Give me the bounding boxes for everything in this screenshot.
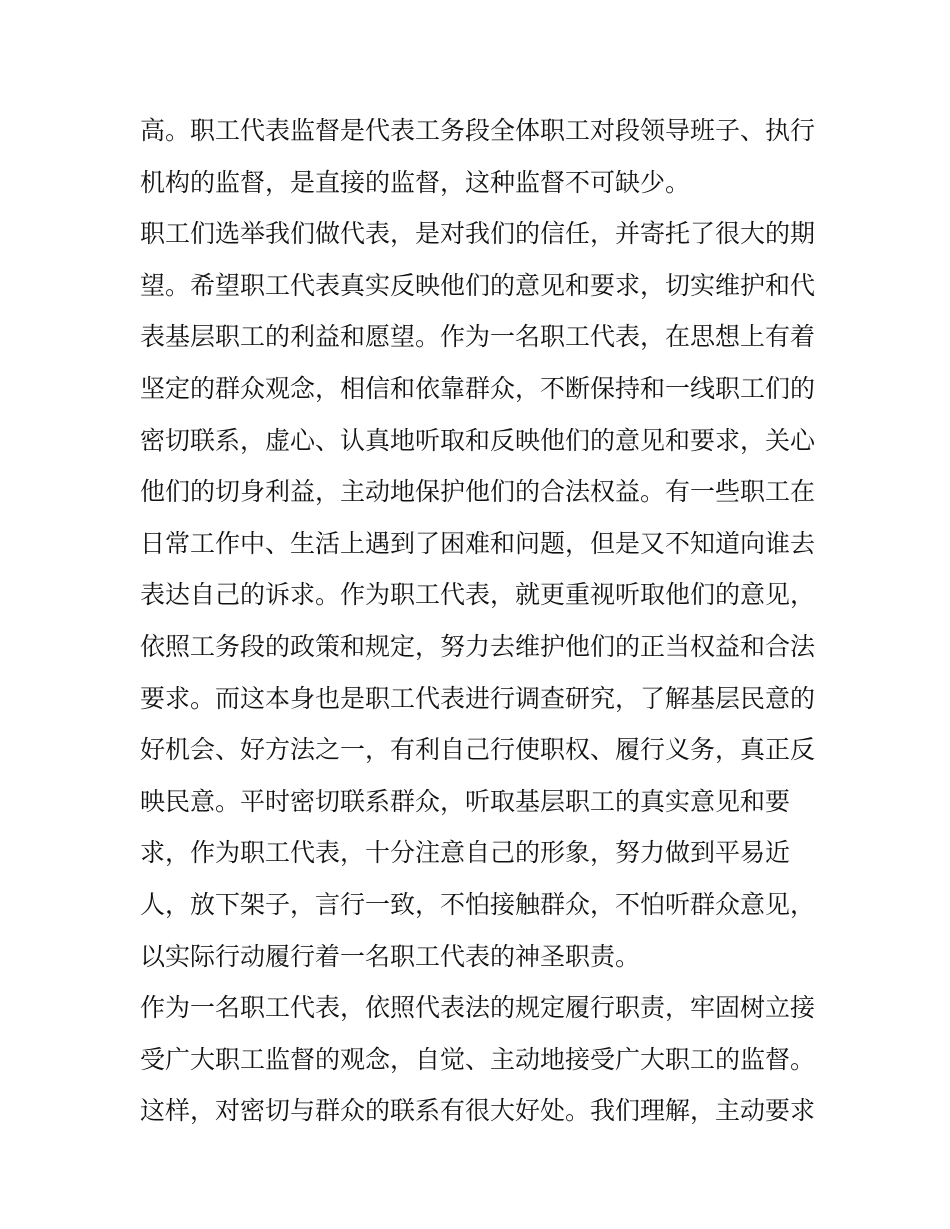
text-line: 依照工务段的政策和规定，努力去维护他们的正当权益和合法 xyxy=(140,631,815,661)
text-line: 好机会、好方法之一，有利自己行使职权、履行义务，真正反 xyxy=(140,735,815,765)
text-line: 人，放下架子，言行一致，不怕接触群众，不怕听群众意见， xyxy=(140,889,815,919)
text-line: 这样，对密切与群众的联系有很大好处。我们理解，主动要求 xyxy=(140,1096,815,1126)
text-line: 高。职工代表监督是代表工务段全体职工对段领导班子、执行 xyxy=(140,116,815,145)
text-line: 日常工作中、生活上遇到了困难和问题，但是又不知道向谁去 xyxy=(140,528,815,558)
text-line: 密切联系，虚心、认真地听取和反映他们的意见和要求，关心 xyxy=(140,425,815,455)
body-text xyxy=(140,105,815,1137)
text-line: 映民意。平时密切联系群众，听取基层职工的真实意见和要 xyxy=(140,786,791,816)
text-line: 望。希望职工代表真实反映他们的意见和要求，切实维护和代 xyxy=(140,270,815,300)
text-line: 表基层职工的利益和愿望。作为一名职工代表，在思想上有着 xyxy=(140,322,815,352)
text-line: 以实际行动履行着一名职工代表的神圣职责。 xyxy=(140,941,641,971)
text-line: 要求。而这本身也是职工代表进行调查研究，了解基层民意的 xyxy=(140,683,815,713)
text-line: 求，作为职工代表，十分注意自己的形象，努力做到平易近 xyxy=(140,838,791,868)
text-line: 职工们选举我们做代表，是对我们的信任，并寄托了很大的期 xyxy=(140,219,815,249)
text-line: 受广大职工监督的观念，自觉、主动地接受广大职工的监督。 xyxy=(140,1044,815,1074)
text-line: 作为一名职工代表，依照代表法的规定履行职责，牢固树立接 xyxy=(140,993,815,1023)
text-line: 他们的切身利益，主动地保护他们的合法权益。有一些职工在 xyxy=(140,477,815,507)
text-line: 机构的监督，是直接的监督，这种监督不可缺少。 xyxy=(140,167,691,197)
text-line: 表达自己的诉求。作为职工代表，就更重视听取他们的意见， xyxy=(140,580,815,610)
text-line: 坚定的群众观念，相信和依靠群众，不断保持和一线职工们的 xyxy=(140,373,815,403)
